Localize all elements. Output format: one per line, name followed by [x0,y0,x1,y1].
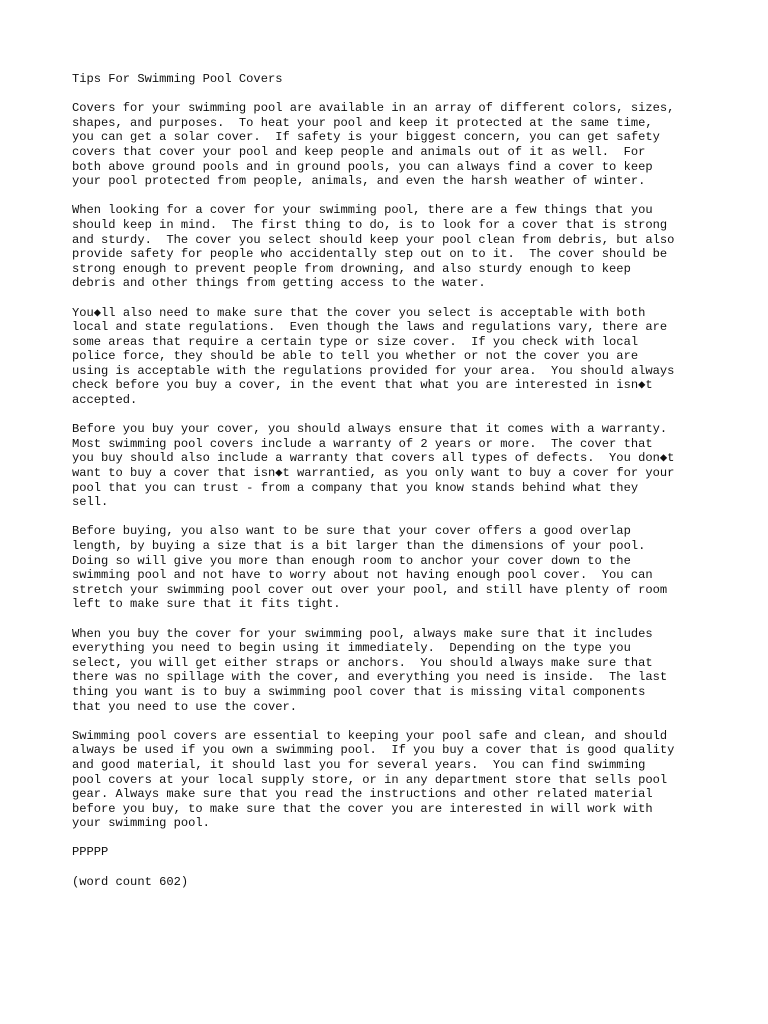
document-title: Tips For Swimming Pool Covers [72,72,283,86]
word-count-note: (word count 602) [72,874,189,889]
paragraph-conclusion: Swimming pool covers are essential to keeping your pool safe and clean, and should always be used if you own a swimming pool. If you buy a cover that is good quality and good material, it should last you for several years. You can find swimming pool covers at your local supply store, or in any department store that sells pool gear. Always make sure that you read the instructions and other related material before you buy, to make sure that the cover you are interested in will work with your swimming pool. [72,728,675,831]
paragraph-things-to-keep-in-mind: When looking for a cover for your swimming pool, there are a few things that you should keep in mind. The first thing to do, is to look for a cover that is strong and sturdy. The cover you select should keep your pool clean from debris, but also provide safety for people who accidentally step out on to it. The cover should be strong enough to prevent people from drowning, and also sturdy enough to keep debris and other things from getting access to the water. [72,203,675,291]
paragraph-placeholder: PPPPP [72,845,109,860]
paragraph-included-components: When you buy the cover for your swimming pool, always make sure that it includes everything you need to begin using it immediately. Depending on the type you select, you will get either straps or anchors. You should always make sure that there was no spillage with the cover, and everything you need is inside. The last thing you want is to buy a swimming pool cover that is missing vital components that you need to use the cover. [72,626,668,714]
paragraph-warranty: Before you buy your cover, you should always ensure that it comes with a warranty. Most swimming pool covers include a warranty of 2 years or more. The cover that you buy should also include a warranty that covers all types of defects. You don◆t want to buy a cover that isn◆t warrantied, as you only want to buy a cover for your pool that you can trust - from a company that you know stands behind what they sell. [72,422,675,510]
document-page [72,72,712,904]
paragraph-covers-intro: Covers for your swimming pool are available in an array of different colors, sizes, shapes, and purposes. To heat your pool and keep it protected at the same time, you can get a solar cover. If safety is your biggest concern, you can get safety covers that cover your pool and keep people and animals out of it as well. For both above ground pools and in ground pools, you can always find a cover to keep your pool protected from people, animals, and even the harsh weather of winter. [72,101,675,189]
paragraph-regulations: You◆ll also need to make sure that the cover you select is acceptable with both local and state regulations. Even though the laws and regulations vary, there are some areas that require a certain type or size cover. If you check with local police force, they should be able to tell you whether or not the cover you are using is acceptable with the regulations provided for your area. You should always check before you buy a cover, in the event that what you are interested in isn◆t accepted. [72,305,675,408]
paragraph-overlap-length: Before buying, you also want to be sure that your cover offers a good overlap length, by buying a size that is a bit larger than the dimensions of your pool. Doing so will give you more than enough room to anchor your cover down to the swimming pool and not have to worry about not having enough pool cover. You can stretch your swimming pool cover out over your pool, and still have plenty of room left to make sure that it fits tight. [72,524,668,612]
